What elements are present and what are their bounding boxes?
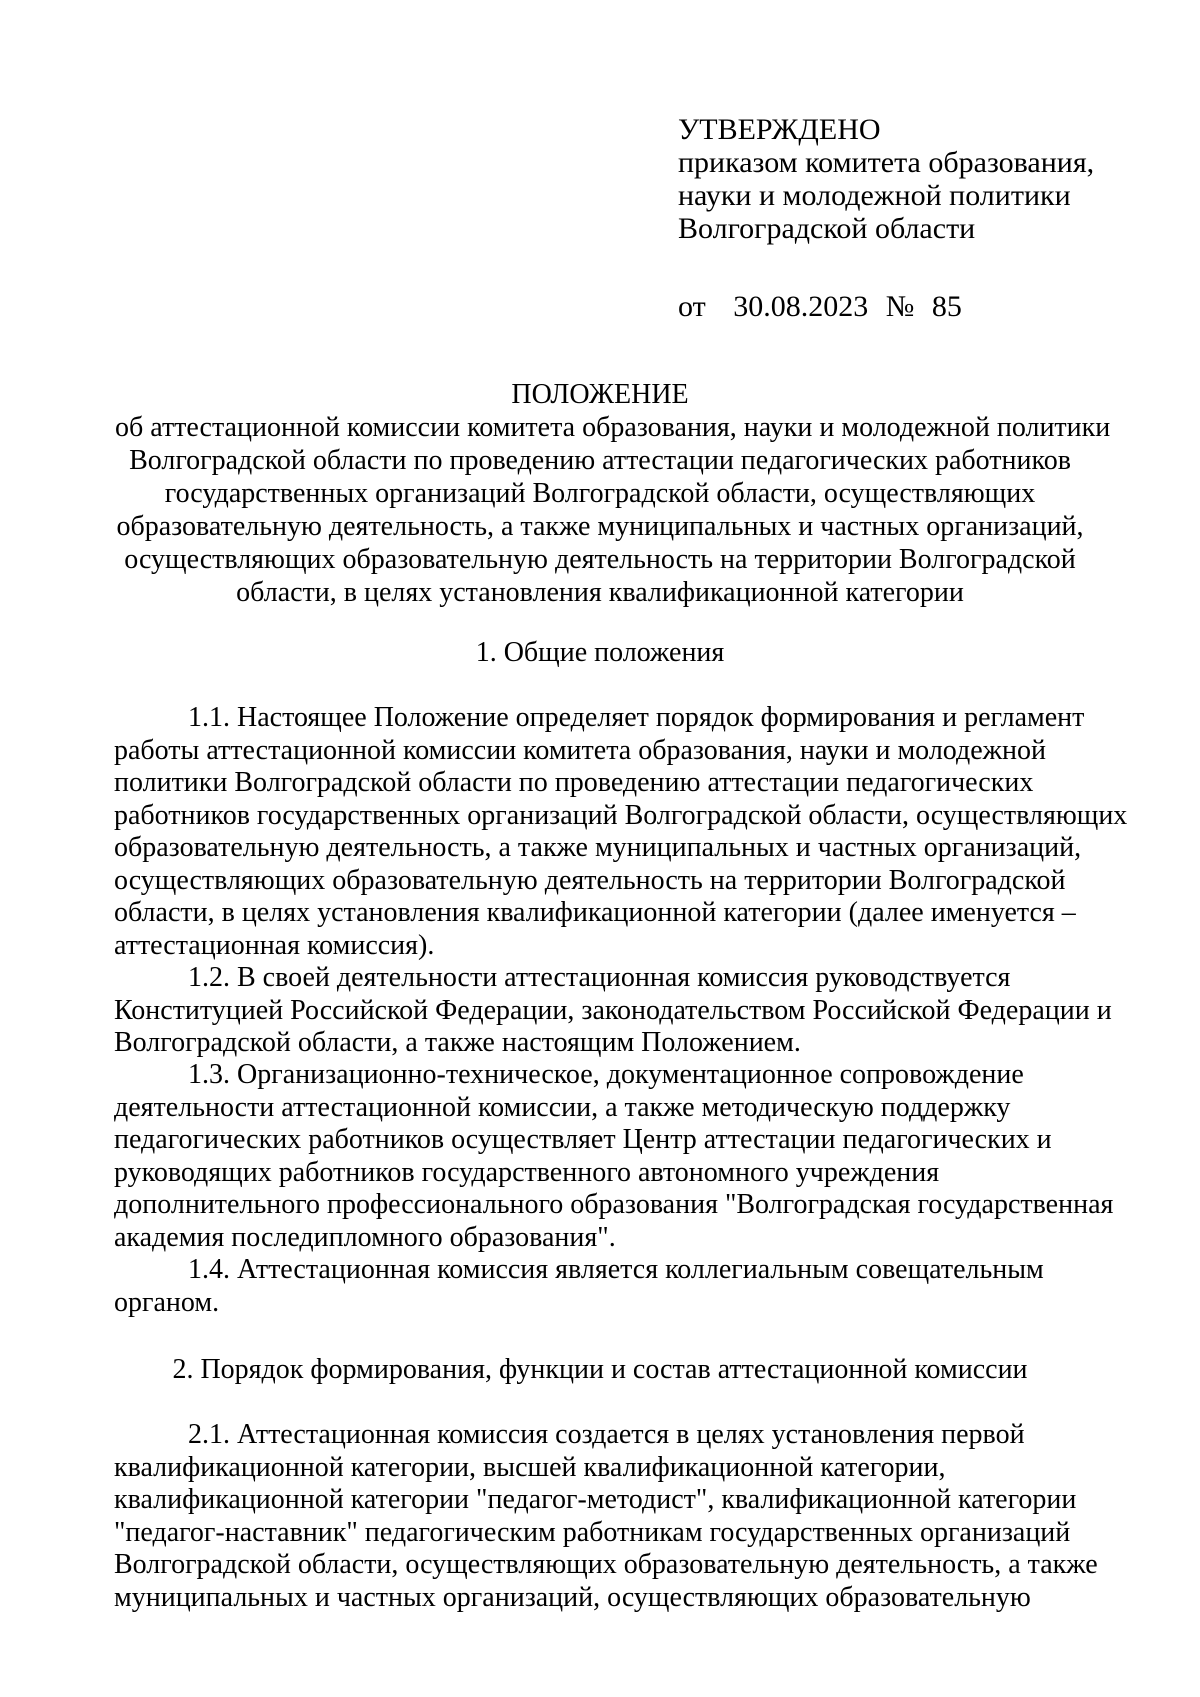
text-line: "педагог-наставник" педагогическим работникам государственных организаций [114, 1516, 1071, 1548]
order-number: 85 [931, 290, 962, 323]
approval-line-2: науки и молодежной политики [678, 179, 1071, 212]
text-line: работы аттестационной комиссии комитета образования, науки и молодежной [114, 734, 1046, 766]
title-line: Волгоградской области по проведению аттестации педагогических работников [129, 445, 1071, 476]
order-date: 30.08.2023 [733, 290, 869, 323]
text-line: дополнительного профессионального образования "Волгоградская государственная [114, 1189, 1114, 1220]
text-line: муниципальных и частных организаций, осуществляющих образовательную [114, 1581, 1031, 1613]
text-line: деятельности аттестационной комиссии, а также методическую поддержку [114, 1091, 1011, 1123]
approval-line-1: приказом комитета образования, [678, 146, 1095, 179]
text-line: квалификационной категории, высшей квалификационной категории, [114, 1451, 946, 1483]
text-line: органом. [114, 1286, 220, 1318]
text-line: руководящих работников государственного автономного учреждения [114, 1156, 940, 1188]
approval-line-3: Волгоградской области [678, 212, 976, 245]
section-2-heading: 2. Порядок формирования, функции и состав аттестационной комиссии [172, 1354, 1028, 1385]
text-line: Волгоградской области, осуществляющих образовательную деятельность, а также [114, 1549, 1098, 1580]
approval-heading: УТВЕРЖДЕНО [678, 113, 881, 146]
title-line: государственных организаций Волгоградской области, осуществляющих [164, 478, 1036, 509]
order-reference [678, 290, 1094, 323]
text-line: педагогических работников осуществляет Центр аттестации педагогических и [114, 1124, 1052, 1155]
text-line: 2.1. Аттестационная комиссия создается в целях установления первой [188, 1419, 1025, 1450]
text-line: 1.3. Организационно-техническое, документационное сопровождение [188, 1059, 1024, 1090]
document-title [115, 378, 1111, 609]
text-line: политики Волгоградской области по проведению аттестации педагогических [114, 767, 1034, 798]
paragraph-1-2 [114, 962, 1112, 1060]
paragraph-1-3 [114, 1059, 1114, 1254]
paragraph-2-1 [114, 1419, 1098, 1614]
number-prefix: № [885, 290, 915, 323]
text-line: 1.1. Настоящее Положение определяет порядок формирования и регламент [188, 702, 1085, 733]
text-line: квалификационной категории "педагог-методист", квалификационной категории [114, 1484, 1077, 1515]
text-line: образовательную деятельность, а также муниципальных и частных организаций, [114, 832, 1082, 863]
title-line: осуществляющих образовательную деятельность на территории Волгоградской [124, 544, 1076, 575]
text-line: 1.4. Аттестационная комиссия является коллегиальным совещательным [188, 1254, 1044, 1285]
text-line: Конституцией Российской Федерации, законодательством Российской Федерации и [114, 994, 1112, 1026]
approval-stamp [678, 113, 1094, 323]
text-line: области, в целях установления квалификационной категории (далее именуется – [114, 897, 1076, 928]
text-line: осуществляющих образовательную деятельность на территории Волгоградской [114, 864, 1066, 896]
title-line: области, в целях установления квалификационной категории [236, 577, 964, 608]
paragraph-1-4 [114, 1254, 1086, 1319]
title-line: об аттестационной комиссии комитета образования, науки и молодежной политики [115, 412, 1111, 443]
title-heading: ПОЛОЖЕНИЕ [511, 379, 689, 410]
title-line: образовательную деятельность, а также муниципальных и частных организаций, [116, 511, 1084, 542]
text-line: работников государственных организаций Волгоградской области, осуществляющих [114, 799, 1128, 831]
section-1-heading: 1. Общие положения [475, 637, 725, 668]
paragraph-1-1 [114, 702, 1128, 962]
text-line: 1.2. В своей деятельности аттестационная комиссия руководствуется [188, 962, 1011, 993]
date-prefix: от [678, 290, 706, 323]
text-line: академия последипломного образования". [114, 1221, 616, 1253]
text-line: Волгоградской области, а также настоящим Положением. [114, 1027, 801, 1058]
text-line: аттестационная комиссия). [114, 929, 435, 961]
